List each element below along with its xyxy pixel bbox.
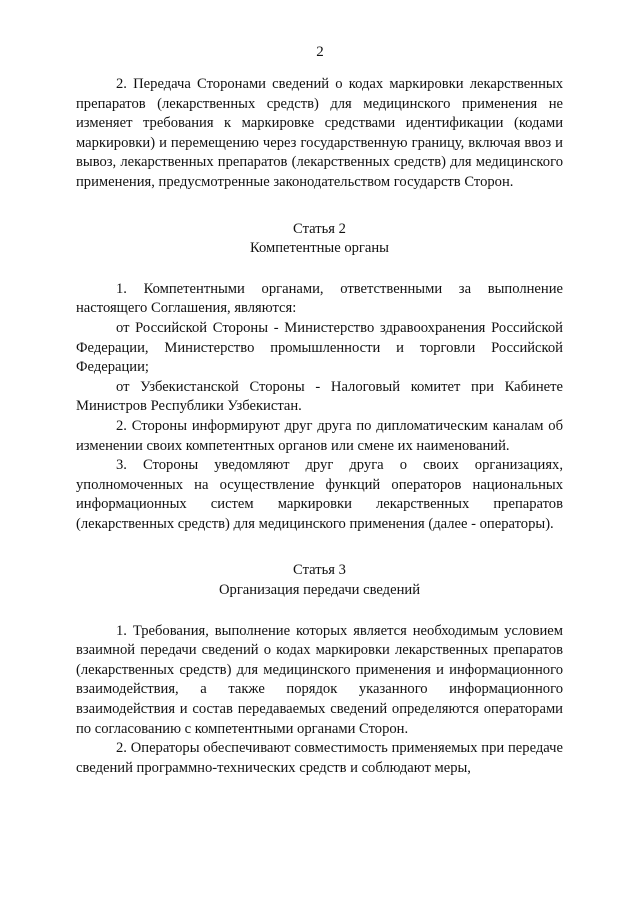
article-2-number: Статья 2: [293, 220, 346, 237]
article-3-number: Статья 3: [293, 562, 346, 579]
article-3-title: Организация передачи сведений: [218, 582, 421, 599]
article-2-paragraph-1: 1. Компетентными органами, ответственными за выполнение настоящего Соглашения, являются:: [76, 280, 563, 317]
document-body: [76, 75, 563, 778]
article-2-russian-side: от Российской Стороны - Министерство здравоохранения Российской Федерации, Министерство промышленности и торговли Российской Федерации;: [76, 319, 563, 376]
article-2-uzbek-side: от Узбекистанской Стороны - Налоговый комитет при Кабинете Министров Республики Узбекистан.: [76, 378, 563, 415]
article-2-paragraph-2: 2. Стороны информируют друг друга по дипломатическим каналам об изменении своих компетентных органов или смене их наименований.: [76, 417, 563, 454]
article-3-paragraph-1: 1. Требования, выполнение которых является необходимым условием взаимной передачи сведений о кодах маркировки лекарственных препаратов (лекарственных средств) для медицинского применения и информационного взаимодействия, а также порядок указанного информационного взаимодействия и состав передаваемых сведений определяются операторами по согласованию с компетентными органами Сторон.: [76, 622, 563, 737]
article-2-title: Компетентные органы: [249, 240, 389, 257]
page-number: 2: [316, 44, 324, 60]
paragraph-transfer-requirements: 2. Передача Сторонами сведений о кодах маркировки лекарственных препаратов (лекарственных средств) для медицинского применения не изменяет требования к маркировке средствами идентификации (кодами маркировки) и перемещению через государственную границу, включая ввоз и вывоз, лекарственных препаратов (лекарственных средств) для медицинского применения, предусмотренные законодательством государств Сторон.: [76, 76, 563, 190]
article-2-paragraph-3: 3. Стороны уведомляют друг друга о своих организациях, уполномоченных на осуществление функций операторов национальных информационных систем маркировки лекарственных препаратов (лекарственных средств) для медицинского применения (далее - операторы).: [76, 457, 563, 532]
article-3-paragraph-2: 2. Операторы обеспечивают совместимость применяемых при передаче сведений программно-технических средств и соблюдают меры,: [76, 740, 563, 776]
